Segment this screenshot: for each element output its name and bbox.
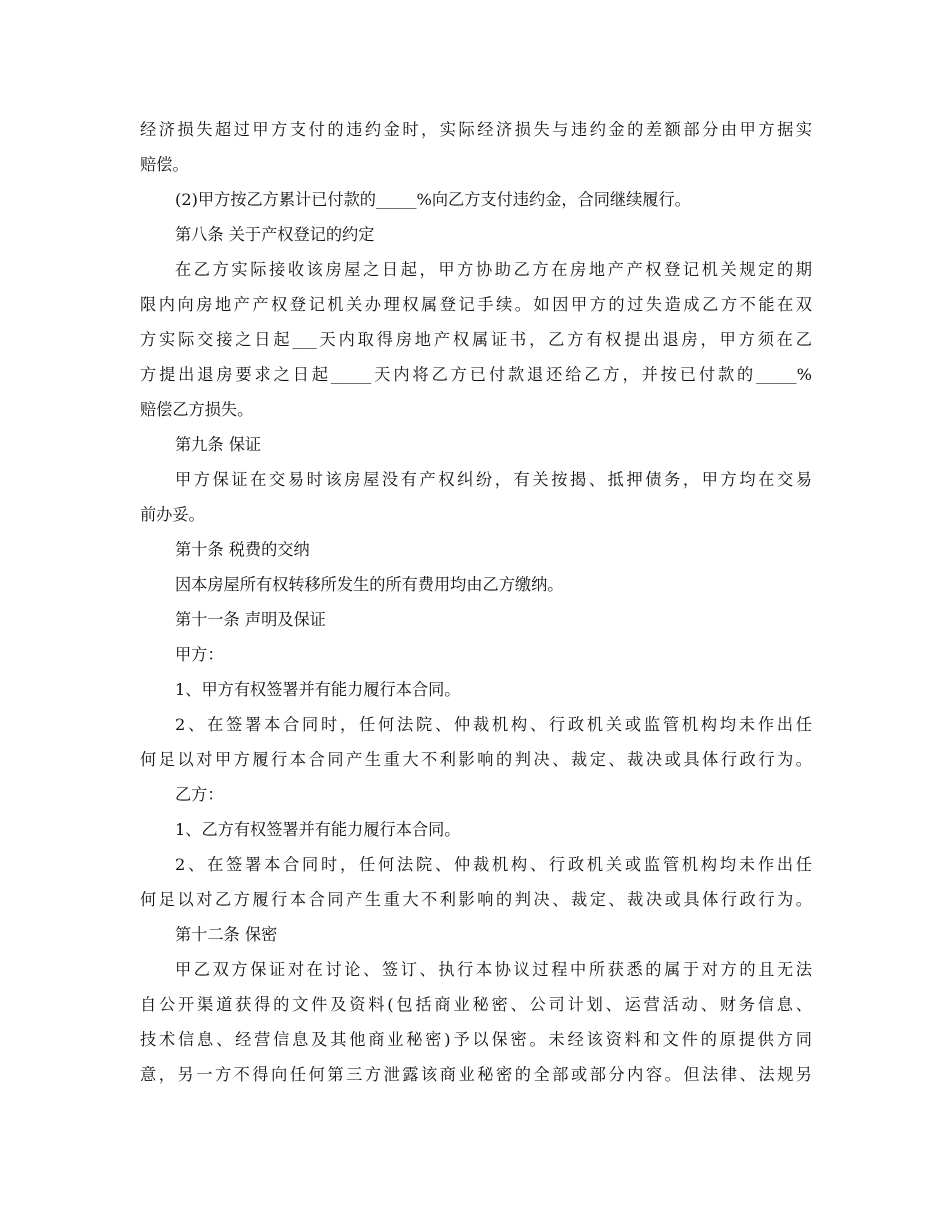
document-text-line: 技术信息、经营信息及其他商业秘密)予以保密。未经该资料和文件的原提供方同 [140, 1030, 812, 1049]
document-text-line: 限内向房地产产权登记机关办理权属登记手续。如因甲方的过失造成乙方不能在双 [140, 295, 812, 314]
document-text-line: 第八条 关于产权登记的约定 [175, 225, 375, 244]
document-text-line: 自公开渠道获得的文件及资料(包括商业秘密、公司计划、运营活动、财务信息、 [140, 995, 812, 1014]
document-text-line: 何足以对乙方履行本合同产生重大不利影响的判决、裁定、裁决或具体行政行为。 [140, 890, 812, 909]
document-page [140, 112, 812, 1092]
document-text-line: 1、乙方有权签署并有能力履行本合同。 [175, 820, 461, 839]
document-text-line: 乙方： [175, 785, 224, 804]
document-text-line: 第十二条 保密 [175, 925, 278, 944]
document-text-line: 意，另一方不得向任何第三方泄露该商业秘密的全部或部分内容。但法律、法规另 [140, 1065, 812, 1084]
document-text-line: 甲乙双方保证对在讨论、签订、执行本协议过程中所获悉的属于对方的且无法 [175, 960, 812, 979]
document-text-line: 第九条 保证 [175, 435, 262, 454]
document-text-line: 第十一条 声明及保证 [175, 610, 326, 629]
document-text-line: 经济损失超过甲方支付的违约金时，实际经济损失与违约金的差额部分由甲方据实 [140, 120, 812, 139]
document-text-line: 因本房屋所有权转移所发生的所有费用均由乙方缴纳。 [175, 575, 564, 594]
document-text-line: 2、在签署本合同时，任何法院、仲裁机构、行政机关或监管机构均未作出任 [175, 855, 812, 874]
document-text-line: (2)甲方按乙方累计已付款的_____%向乙方支付违约金，合同继续履行。 [175, 190, 691, 209]
document-text-line: 第十条 税费的交纳 [175, 540, 310, 559]
document-text-line: 甲方保证在交易时该房屋没有产权纠纷，有关按揭、抵押债务，甲方均在交易 [175, 470, 812, 489]
document-text-line: 何足以对甲方履行本合同产生重大不利影响的判决、裁定、裁决或具体行政行为。 [140, 750, 812, 769]
document-text-line: 2、在签署本合同时，任何法院、仲裁机构、行政机关或监管机构均未作出任 [175, 715, 812, 734]
document-text-line: 方实际交接之日起___天内取得房地产权属证书，乙方有权提出退房，甲方须在乙 [140, 330, 812, 349]
document-text-line: 赔偿。 [140, 155, 189, 174]
document-text-line: 1、甲方有权签署并有能力履行本合同。 [175, 680, 461, 699]
document-text-line: 赔偿乙方损失。 [140, 400, 254, 419]
document-text-line: 甲方： [175, 645, 224, 664]
document-text-line: 前办妥。 [140, 505, 205, 524]
document-text-line: 方提出退房要求之日起_____天内将乙方已付款退还给乙方，并按已付款的_____% [140, 365, 812, 384]
document-text-line: 在乙方实际接收该房屋之日起，甲方协助乙方在房地产产权登记机关规定的期 [175, 260, 812, 279]
